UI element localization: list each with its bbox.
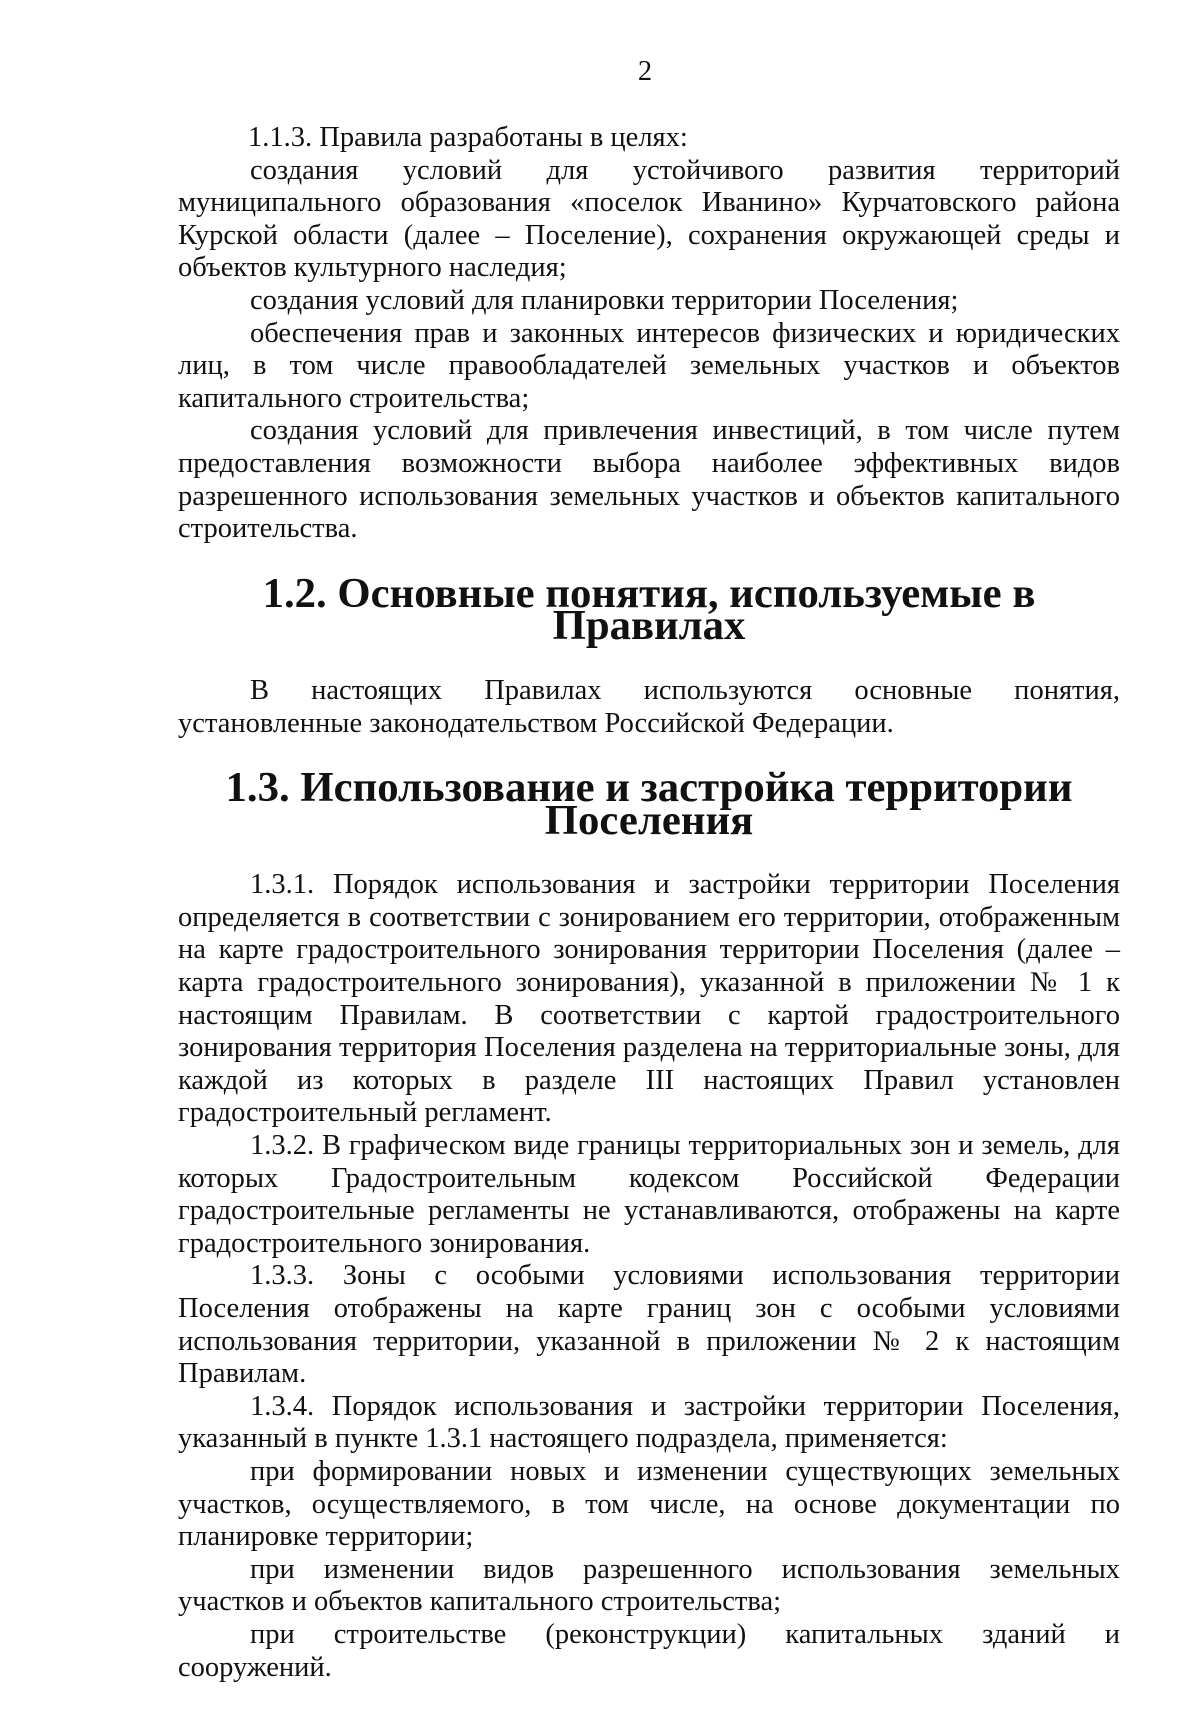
section-heading-1-2: 1.2. Основные понятия, используемые в Правилах [262,569,1036,650]
section-heading-1-3: 1.3. Использование и застройка территории Поселения [225,764,1073,844]
page-number: 2 [637,56,653,87]
list-item: создания условий для планировки территории Поселения; [250,284,959,316]
list-item: обеспечения прав и законных интересов физических и юридических лиц, в том числе правообладателей земельных участков и объектов капитального строительства; [178,317,1120,414]
list-item: создания условий для устойчивого развития территорий муниципального образования «поселок Иванино» Курчатовского района Курской области (далее – Поселение), сохранения окружающей среды и объектов культурного наследия; [178,154,1120,284]
paragraph-1-3-1: 1.3.1. Порядок использования и застройки территории Поселения определяется в соответствии с зонированием его территории, отображенным на карте градостроительного зонирования территории Поселения (далее – карта градостроительного зонирования), указанной в приложении № 1 к настоящим Правилам. В соответствии с картой градостроительного зонирования территория Поселения разделена на территориальные зоны, для каждой из которых в разделе III настоящих Правил установлен градостроительный регламент. [178,869,1120,1129]
list-item: при изменении видов разрешенного использования земельных участков и объектов капитального строительства; [178,1553,1120,1618]
document-body [178,122,1120,1684]
paragraph-1-3-3: 1.3.3. Зоны с особыми условиями использования территории Поселения отображены на карте границ зон с особыми условиями использования территории, указанной в приложении № 2 к настоящим Правилам. [178,1260,1120,1390]
list-item: при формировании новых и изменении существующих земельных участков, осуществляемого, в том числе, на основе документации по планировке территории; [178,1455,1120,1553]
paragraph-1-3-2: 1.3.2. В графическом виде границы территориальных зон и земель, для которых Градостроительным кодексом Российской Федерации градостроительные регламенты не устанавливаются, отображены на карте градостроительного зонирования. [178,1130,1120,1259]
list-item: при строительстве (реконструкции) капитальных зданий и сооружений. [178,1618,1120,1683]
paragraph-1-2: В настоящих Правилах используются основные понятия, установленные законодательством Российской Федерации. [178,674,1120,739]
paragraph-1-3-4: 1.3.4. Порядок использования и застройки территории Поселения, указанный в пункте 1.3.1 настоящего подраздела, применяется: [178,1390,1120,1455]
paragraph-1-1-3: 1.1.3. Правила разработаны в целях: [248,122,688,153]
list-item: создания условий для привлечения инвестиций, в том числе путем предоставления возможности выбора наиболее эффективных видов разрешенного использования земельных участков и объектов капитального строительства. [178,415,1120,545]
